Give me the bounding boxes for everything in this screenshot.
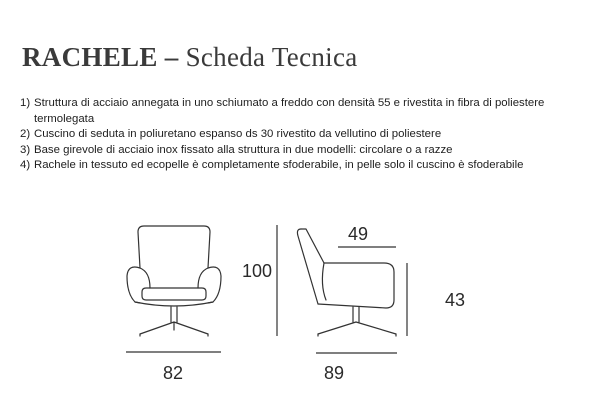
title-dash: – bbox=[164, 42, 179, 72]
spec-text: Rachele in tessuto ed ecopelle è completamente sfoderabile, in pelle solo il cuscino è sfoderabile bbox=[34, 159, 524, 172]
spec-number: 3) bbox=[20, 143, 31, 156]
depth-label: 89 bbox=[323, 363, 345, 383]
armchair-side-icon bbox=[297, 229, 396, 336]
armchair-front-icon bbox=[127, 226, 221, 336]
spec-text: Cuscino di seduta in poliuretano espanso ds 30 rivestito da vellutino di poliestere bbox=[34, 128, 442, 141]
spec-number: 1) bbox=[20, 97, 31, 109]
seat-depth-label: 49 bbox=[347, 224, 369, 244]
spec-number: 2) bbox=[20, 128, 31, 141]
seat-height-label: 43 bbox=[444, 290, 466, 310]
spec-text: Struttura di acciaio annegata in uno schiumato a freddo con densità 55 e rivestita in fibra di poliestere bbox=[34, 97, 545, 109]
title-subtitle: Scheda Tecnica bbox=[185, 42, 358, 72]
width-label: 82 bbox=[162, 363, 184, 383]
height-label: 100 bbox=[241, 261, 273, 281]
spec-text-continued: termolegata bbox=[34, 112, 95, 125]
product-name: RACHELE bbox=[22, 42, 158, 72]
spec-number: 4) bbox=[20, 159, 31, 172]
spec-text: Base girevole di acciaio inox fissato alla struttura in due modelli: circolare o a razze bbox=[34, 143, 453, 156]
